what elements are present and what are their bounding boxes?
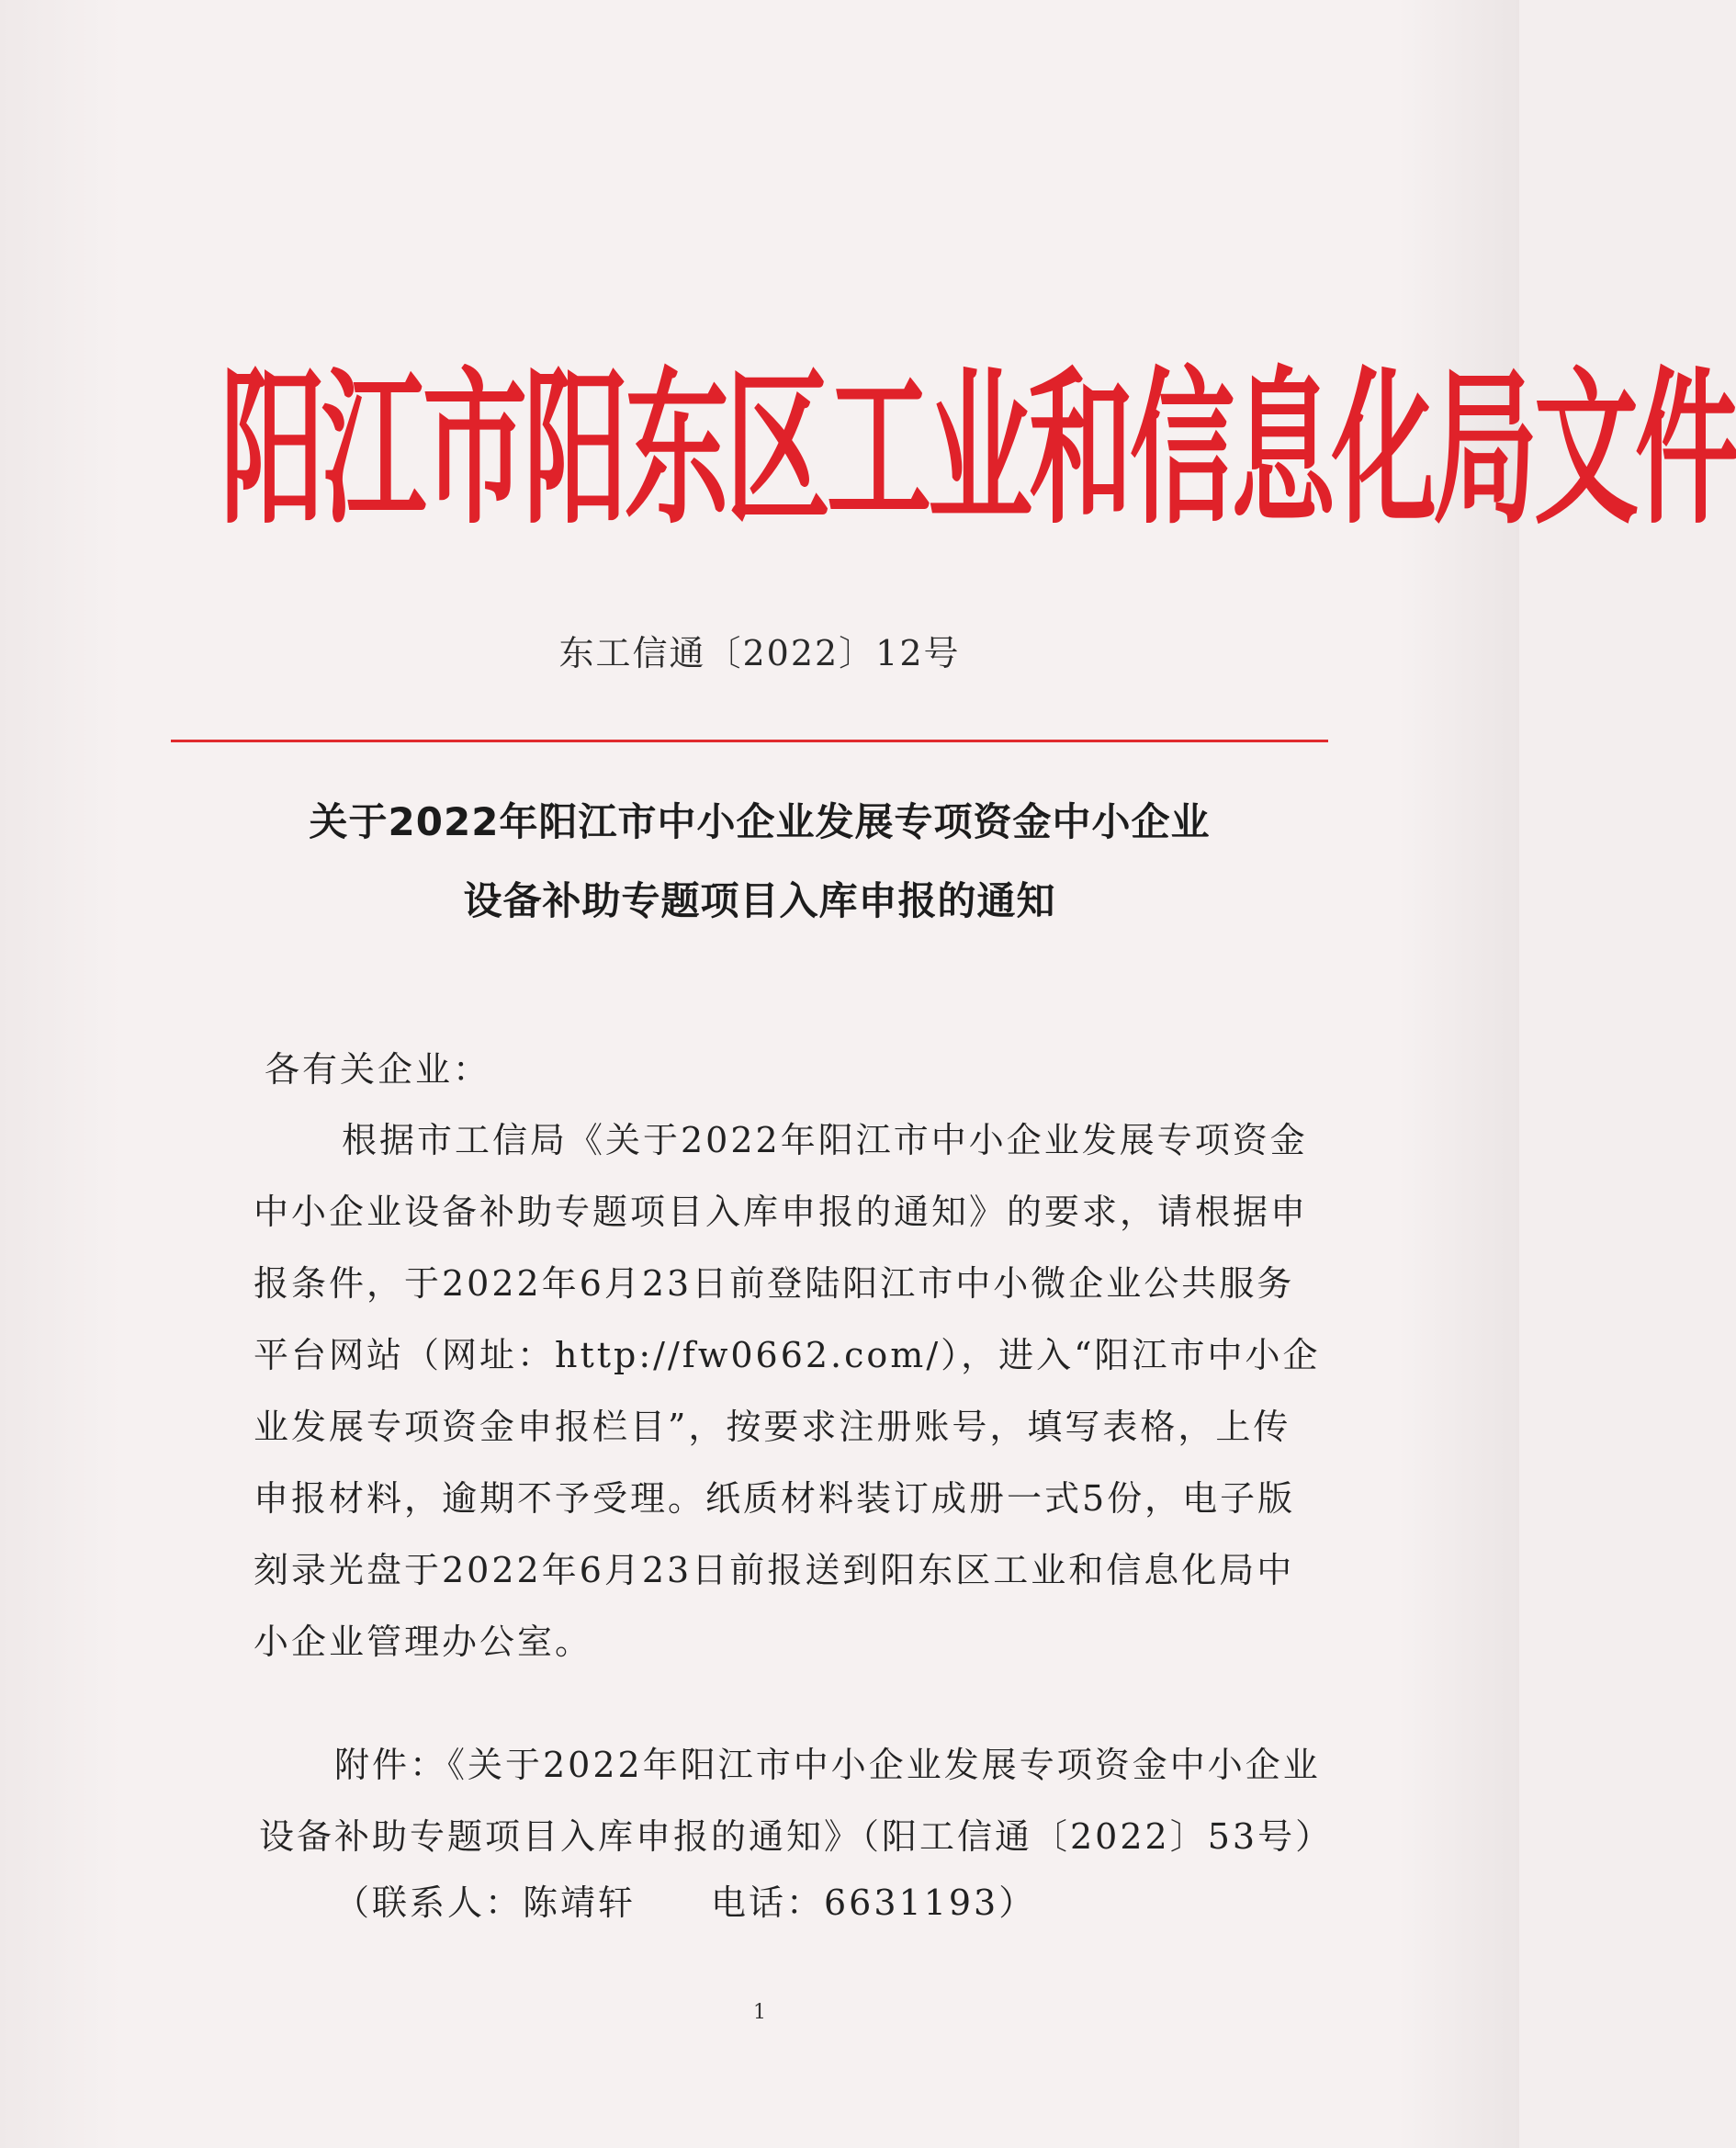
red-divider-line xyxy=(171,740,1328,742)
page-number: 1 xyxy=(753,2001,766,2024)
body-paragraph-line: 刻录光盘于2022年6月23日前报送到阳东区工业和信息化局中 xyxy=(254,1550,1295,1590)
body-paragraph-line: 中小企业设备补助专题项目入库申报的通知》的要求，请根据申 xyxy=(254,1192,1309,1232)
body-paragraph-line: 平台网站（网址：http://fw0662.com/），进入“阳江市中小企 xyxy=(254,1335,1321,1375)
body-paragraph-line: 申报材料，逾期不予受理。纸质材料装订成册一式5份，电子版 xyxy=(254,1478,1296,1519)
contact-info: （联系人：陈靖轩 电话：6631193） xyxy=(334,1882,1037,1923)
body-paragraph-line: 小企业管理办公室。 xyxy=(254,1622,593,1662)
body-paragraph-line: 报条件，于2022年6月23日前登陆阳江市中小微企业公共服务 xyxy=(254,1263,1295,1304)
notice-title-line-2: 设备补助专题项目入库申报的通知 xyxy=(463,878,1056,923)
body-paragraph-line: 根据市工信局《关于2022年阳江市中小企业发展专项资金 xyxy=(342,1120,1308,1160)
salutation: 各有关企业： xyxy=(265,1049,491,1090)
attachment-line-1: 附件：《关于2022年阳江市中小企业发展专项资金中小企业 xyxy=(334,1745,1321,1785)
attachment-line-2: 设备补助专题项目入库申报的通知》（阳工信通〔2022〕53号） xyxy=(259,1816,1334,1857)
body-paragraph-line: 业发展专项资金申报栏目”，按要求注册账号，填写表格，上传 xyxy=(254,1407,1291,1447)
document-number: 东工信通〔2022〕12号 xyxy=(558,633,961,673)
letterhead-title: 阳江市阳东区工业和信息化局文件 xyxy=(220,349,1736,548)
notice-title-line-1: 关于2022年阳江市中小企业发展专项资金中小企业 xyxy=(309,799,1211,844)
